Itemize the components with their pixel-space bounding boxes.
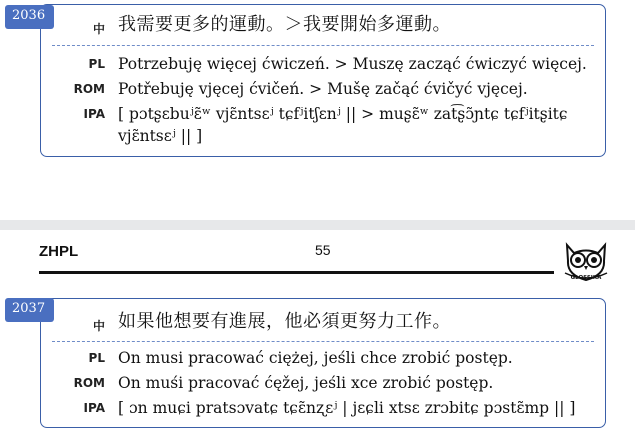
rom-sentence: Potřebuję vjęcej ćvičeń. > Mušę začąć ćvičyć vjęcej.: [118, 80, 528, 98]
logo-wordmark: GLOSSIKA: [570, 275, 602, 281]
sentence-number-badge-2036: 2036: [5, 5, 54, 29]
pl-label: PL: [88, 351, 105, 365]
header-rule: [39, 271, 554, 274]
owl-logo-icon: [561, 239, 611, 283]
sentence-card-2037: [40, 298, 606, 428]
rom-sentence: On muśi pracovać ćęžej, jeśli xce zrobić postęp.: [118, 374, 494, 392]
pl-sentence: Potrzebuję więcej ćwiczeń. > Muszę zacząć ćwiczyć więcej.: [118, 55, 587, 73]
divider: [52, 341, 594, 342]
ipa-transcription: [ pɔtʂɛbuʲɛ̃ʷ vjɛ̃ntsɛʲ tɕfʲitʃɛnʲ || > muʂɛ̃ʷ zat͡ʂɔ̃ɲtɕ tɕfʲitʂitɕ vjɛ̃ntsɛʲ || ]: [118, 105, 568, 145]
zh-sentence: 我需要更多的運動。＞我要開始多運動。: [118, 14, 451, 35]
zh-label: 中: [92, 22, 105, 36]
divider: [52, 45, 594, 46]
pl-label: PL: [88, 57, 105, 71]
page-break: [0, 220, 635, 230]
ipa-label: IPA: [83, 107, 105, 121]
pl-sentence: On musi pracować ciężej, jeśli chce zrobić postęp.: [118, 349, 513, 367]
rom-label: ROM: [73, 82, 105, 96]
zh-label: 中: [92, 319, 105, 333]
rom-label: ROM: [73, 376, 105, 390]
ipa-transcription: [ ɔn muɕi pratsɔvatɕ tɕɛ̃nʐɛʲ | jɛɕli xtsɛ zrɔbitɕ pɔstɛ̃mp || ]: [118, 399, 576, 417]
page-number: 55: [315, 242, 331, 258]
ipa-label: IPA: [83, 401, 105, 415]
sentence-card-2036: [40, 4, 606, 157]
zh-sentence: 如果他想要有進展，他必須更努力工作。: [118, 311, 451, 332]
book-code: ZHPL: [39, 243, 79, 260]
sentence-number-badge-2037: 2037: [5, 298, 54, 322]
